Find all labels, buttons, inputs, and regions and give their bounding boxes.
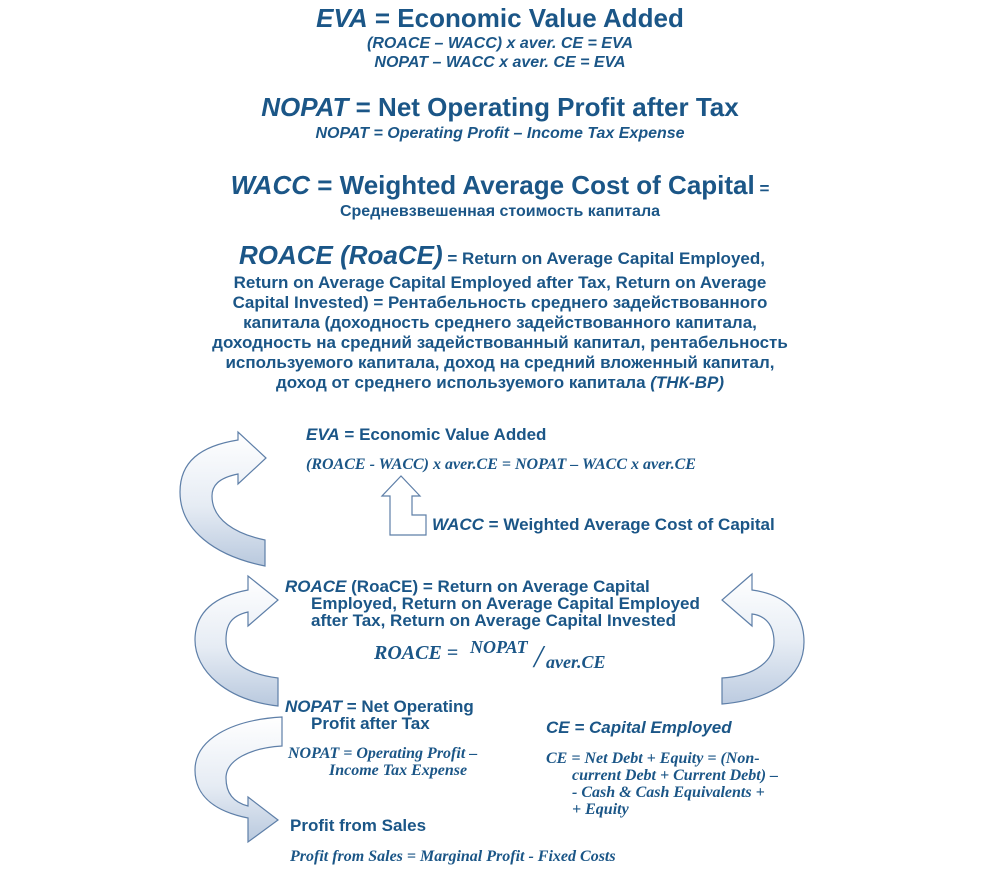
roace-fraction-formula: ROACE =: [374, 642, 459, 664]
curved-arrow-icon: [722, 574, 804, 704]
roace-line-7: доход от среднего используемого капитала (ТНК-ВР): [276, 373, 724, 392]
eva-abbr: EVA: [316, 3, 368, 33]
roace-abbr: ROACE (RoaCE): [239, 240, 443, 270]
diagram-eva-title: EVA = Economic Value Added: [306, 425, 547, 444]
curved-arrow-icon: [195, 717, 282, 842]
wacc-heading: WACC = Weighted Average Cost of Capital =: [230, 170, 770, 200]
diagram-ce-formula-3: - Cash & Cash Equivalents +: [572, 784, 765, 801]
roace-heading: ROACE (RoaCE) = Return on Average Capital Employed,: [239, 240, 765, 270]
diagram-roace-line-3: after Tax, Return on Average Capital Invested: [311, 611, 676, 630]
diagram-eva-formula: (ROACE - WACC) x aver.CE = NOPAT – WACC x aver.CE: [306, 456, 696, 473]
curved-arrow-icon: [195, 576, 278, 706]
diagram-ce-formula-4: + Equity: [572, 801, 629, 818]
diagram-nopat-line-1: NOPAT = Net Operating: [285, 697, 474, 716]
roace-line-3: Capital Invested) = Рентабельность среднего задействованного: [232, 293, 768, 312]
wacc-definition: = Weighted Average Cost of Capital: [310, 170, 755, 200]
diagram-profit-from-sales-formula: Profit from Sales = Marginal Profit - Fixed Costs: [290, 848, 616, 865]
roace-line-6: используемого капитала, доход на средний вложенный капитал,: [225, 353, 775, 372]
nopat-abbr: NOPAT: [261, 92, 349, 122]
diagram-nopat-formula-2: Income Tax Expense: [329, 762, 468, 779]
fraction-slash: /: [534, 638, 543, 674]
diagram-roace-line-1: ROACE (RoaCE) = Return on Average Capital: [285, 577, 650, 596]
eva-formula-1: (ROACE – WACC) x aver. CE = EVA: [367, 35, 633, 52]
roace-line-5: доходность на средний задействованный капитал, рентабельность: [212, 333, 788, 352]
diagram-nopat-formula-1: NOPAT = Operating Profit –: [288, 745, 478, 762]
nopat-definition: = Net Operating Profit after Tax: [348, 92, 739, 122]
roace-line-2: Return on Average Capital Employed after Tax, Return on Average: [233, 273, 767, 292]
roace-line-4: капитала (доходность среднего задействованного капитала,: [243, 313, 757, 332]
diagram-nopat-line-2: Profit after Tax: [311, 714, 430, 733]
curved-arrow-icon: [180, 432, 266, 566]
source-tnk-bp: (ТНК-ВР): [650, 373, 724, 392]
eva-definition: = Economic Value Added: [367, 3, 684, 33]
wacc-abbr: WACC: [230, 170, 311, 200]
diagram-profit-from-sales-title: Profit from Sales: [290, 816, 427, 835]
eva-formula-2: NOPAT – WACC x aver. CE = EVA: [374, 54, 626, 71]
diagram-ce-title: CE = Capital Employed: [546, 718, 732, 737]
diagram-ce-formula-1: CE = Net Debt + Equity = (Non-: [546, 750, 760, 767]
roace-fraction-numerator: NOPAT: [470, 637, 528, 657]
diagram-roace-line-2: Employed, Return on Average Capital Employed: [311, 594, 700, 613]
wacc-russian: Средневзвешенная стоимость капитала: [339, 203, 661, 220]
diagram-wacc-title: WACC = Weighted Average Cost of Capital: [432, 515, 775, 534]
roace-fraction-denominator: aver.CE: [546, 652, 606, 672]
nopat-formula: NOPAT = Operating Profit – Income Tax Expense: [315, 125, 685, 142]
up-arrow-icon: [382, 476, 426, 535]
diagram-ce-formula-2: current Debt + Current Debt) –: [572, 767, 779, 784]
